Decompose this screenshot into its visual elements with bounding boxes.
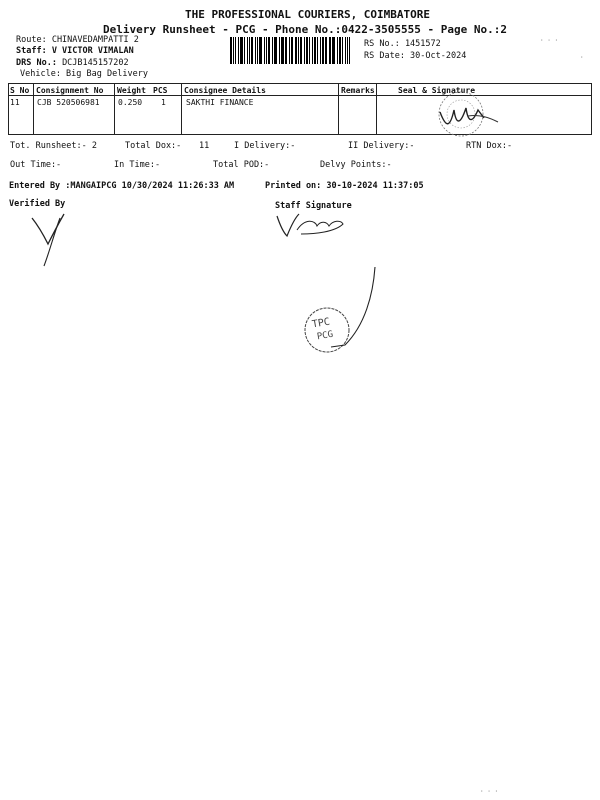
rs-number: RS No.: 1451572 [364, 39, 441, 49]
table-col-divider [8, 83, 9, 134]
table-col-divider [33, 83, 34, 134]
tot-runsheet: Tot. Runsheet:- 2 [10, 141, 97, 151]
barcode-bar [279, 37, 280, 64]
total-dox-label: Total Dox:- [125, 141, 182, 151]
barcode-bar [329, 37, 330, 64]
table-col-divider [338, 83, 339, 134]
stamp-text-line2: PCG [316, 329, 335, 343]
barcode-bar [342, 37, 343, 64]
table-col-divider [181, 83, 182, 134]
route-label: Route: CHINAVEDAMPATTI 2 [16, 35, 139, 45]
barcode-bar [317, 37, 318, 64]
barcode-bar [349, 37, 350, 64]
barcode-bar [314, 37, 316, 64]
barcode-bar [257, 37, 258, 64]
barcode-bar [300, 37, 302, 64]
barcode-bar [289, 37, 290, 64]
scan-speck: · · · [540, 37, 559, 44]
barcode-bar [281, 37, 284, 64]
delvy-points: Delvy Points:- [320, 160, 392, 170]
table-col-divider [114, 83, 115, 134]
barcode-bar [309, 37, 310, 64]
col-header-remarks: Remarks [341, 86, 375, 95]
col-header-sno: S No [10, 86, 30, 95]
table-col-divider [591, 83, 592, 134]
col-header-consignment: Consignment No [36, 86, 104, 95]
col-header-seal: Seal & Signature [398, 86, 476, 95]
table-col-divider [376, 83, 377, 134]
stamp-text-line1: TPC [311, 316, 331, 331]
col-header-consignee: Consignee Details [184, 86, 266, 95]
table-top-border [8, 83, 592, 84]
row-consignment: CJB 520506981 [37, 98, 100, 107]
total-dox-value: 11 [199, 141, 210, 151]
total-pod: Total POD:- [213, 160, 270, 170]
rtn-dox: RTN Dox:- [466, 141, 513, 151]
barcode-bar [345, 37, 346, 64]
verifier-signature [30, 210, 75, 270]
stamp-pen-stroke [325, 265, 385, 350]
row-sno: 11 [10, 98, 20, 107]
drs-number [16, 58, 129, 68]
company-title: THE PROFESSIONAL COURIERS, COIMBATORE [185, 8, 431, 21]
staff-signature [275, 208, 350, 243]
barcode-bar [275, 37, 277, 64]
out-time: Out Time:- [10, 160, 62, 170]
barcode-bar [238, 37, 240, 64]
col-header-weight: Weight [117, 86, 146, 95]
barcode-bar [240, 37, 243, 64]
barcode-bar [312, 37, 313, 64]
barcode-bar [259, 37, 262, 64]
verified-by-label: Verified By [9, 199, 66, 209]
barcode-bar [268, 37, 270, 64]
barcode-bar [332, 37, 335, 64]
barcode-bar [339, 37, 341, 64]
ii-delivery: II Delivery:- [348, 141, 415, 151]
barcode-bar [322, 37, 324, 64]
entered-by: Entered By :MANGAIPCG 10/30/2024 11:26:33 AM [9, 181, 235, 191]
barcode-bar [325, 37, 327, 64]
barcode-bar [330, 37, 331, 64]
barcode-bar [320, 37, 321, 64]
row-weight: 0.250 [118, 98, 143, 107]
barcode-bar [292, 37, 293, 64]
vehicle-label: Vehicle: Big Bag Delivery [20, 69, 148, 79]
barcode-bar [304, 37, 305, 64]
drs-number-label: DRS No.: [16, 58, 63, 68]
scan-speck: · · · [480, 788, 499, 795]
staff-label: Staff: V VICTOR VIMALAN [16, 46, 134, 56]
barcode-bar [264, 37, 265, 64]
printed-on: Printed on: 30-10-2024 11:37:05 [265, 181, 424, 191]
in-time: In Time:- [114, 160, 161, 170]
runsheet-subtitle: Delivery Runsheet - PCG - Phone No.:0422-3505555 - Page No.:2 [103, 23, 507, 36]
col-header-pcs: PCS [153, 86, 168, 95]
barcode-bar [230, 37, 232, 64]
barcode-bar [337, 37, 338, 64]
receiver-signature [428, 98, 508, 138]
barcode-bar [266, 37, 267, 64]
staff-signature-label: Staff Signature [275, 201, 352, 211]
barcode-bar [298, 37, 299, 64]
barcode-bar [291, 37, 292, 64]
barcode-bar [274, 37, 275, 64]
barcode-bar [249, 37, 250, 64]
rs-date: RS Date: 30-Oct-2024 [364, 51, 467, 61]
barcode-bar [295, 37, 297, 64]
barcode-bar [235, 37, 236, 64]
barcode-bar [272, 37, 273, 64]
barcode [230, 37, 352, 64]
barcode-bar [251, 37, 253, 64]
barcode-bar [285, 37, 287, 64]
drs-number-value: DCJB145157202 [62, 58, 129, 68]
barcode-bar [244, 37, 245, 64]
barcode-bar [306, 37, 309, 64]
barcode-bar [255, 37, 257, 64]
barcode-bar [247, 37, 248, 64]
i-delivery: I Delivery:- [234, 141, 296, 151]
barcode-bar [347, 37, 349, 64]
row-consignee: SAKTHI FINANCE [186, 98, 254, 107]
barcode-bar [233, 37, 234, 64]
scan-speck: · [580, 54, 584, 61]
row-pcs: 1 [161, 98, 166, 107]
